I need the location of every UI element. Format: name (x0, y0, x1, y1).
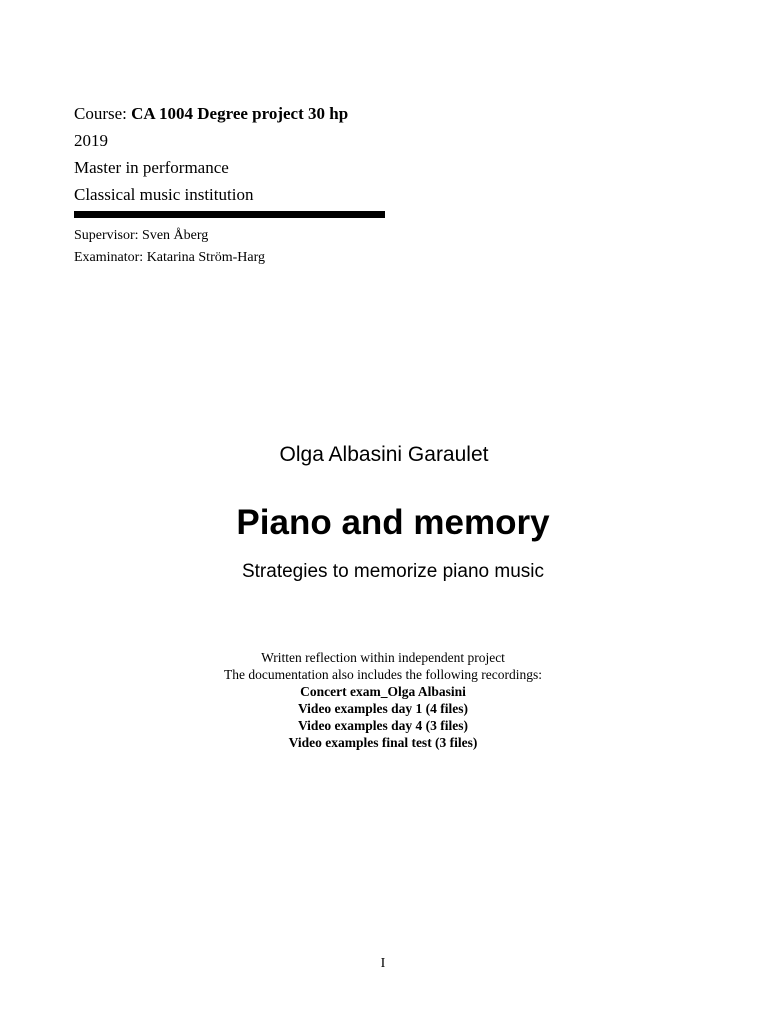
document-title: Piano and memory (236, 503, 550, 542)
recording-item: Concert exam_Olga Albasini (300, 684, 466, 699)
divider-rule (74, 211, 385, 218)
page-number: I (380, 956, 386, 971)
document-subtitle: Strategies to memorize piano music (241, 561, 544, 582)
institution: Classical music institution (74, 185, 254, 204)
course-value: CA 1004 Degree project 30 hp (131, 104, 349, 123)
course-label: Course: (74, 104, 132, 123)
year: 2019 (74, 131, 108, 150)
reflection-line-2: The documentation also includes the following recordings: (224, 667, 542, 682)
author-name: Olga Albasini Garaulet (279, 443, 489, 466)
examinator: Examinator: Katarina Ström-Harg (74, 250, 266, 265)
recording-item: Video examples day 4 (3 files) (297, 718, 469, 733)
supervisor: Supervisor: Sven Åberg (74, 228, 209, 243)
course-line (74, 100, 674, 127)
recording-item: Video examples day 1 (4 files) (297, 701, 469, 716)
recording-item: Video examples final test (3 files) (288, 735, 478, 750)
reflection-line-1: Written reflection within independent project (261, 650, 505, 665)
reflection-block (0, 649, 766, 751)
staff-info (74, 225, 265, 269)
program: Master in performance (74, 158, 229, 177)
course-info (74, 100, 674, 208)
